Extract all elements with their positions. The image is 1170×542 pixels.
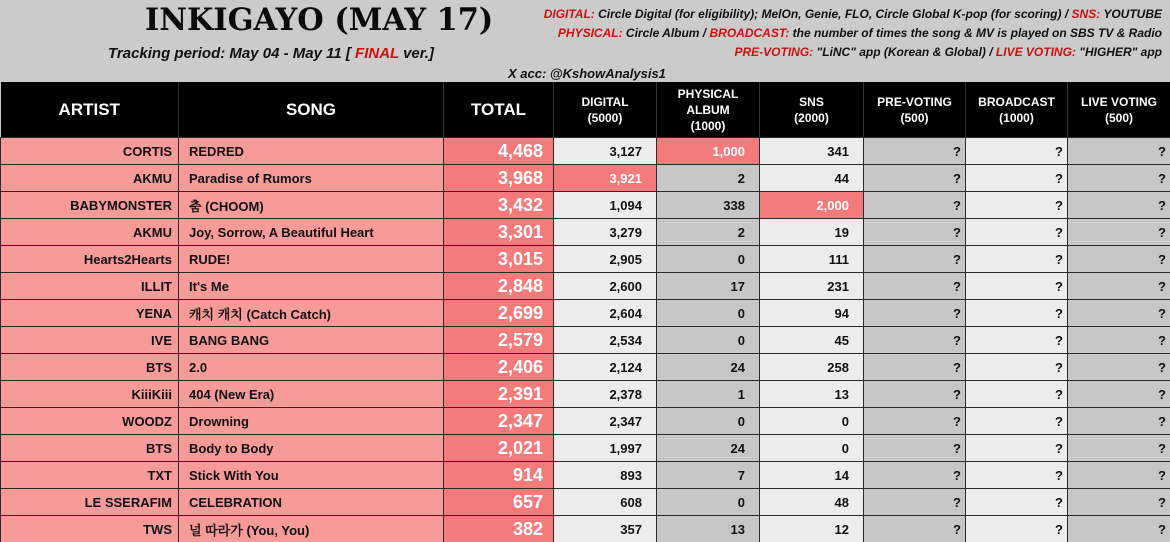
cell-song: Joy, Sorrow, A Beautiful Heart <box>179 219 444 246</box>
legend-line-1 <box>544 7 1162 21</box>
tracking-prefix: Tracking period: May 04 - May 11 [ <box>108 45 351 62</box>
cell-artist: LE SSERAFIM <box>1 489 179 516</box>
cell-livevoting: ? <box>1068 489 1170 516</box>
cell-prevoting: ? <box>864 219 966 246</box>
cell-digital: 893 <box>554 462 657 489</box>
cell-physical: 17 <box>657 273 760 300</box>
col-header-livevoting-label: LIVE VOTING <box>1068 94 1170 110</box>
table-row <box>1 516 1170 542</box>
tracking-period <box>108 45 434 62</box>
cell-prevoting: ? <box>864 489 966 516</box>
cell-digital: 2,604 <box>554 300 657 327</box>
cell-prevoting: ? <box>864 273 966 300</box>
cell-artist: CORTIS <box>1 138 179 165</box>
cell-broadcast: ? <box>966 354 1068 381</box>
cell-physical: 24 <box>657 435 760 462</box>
x-account: X acc: @KshowAnalysis1 <box>508 66 666 81</box>
cell-total: 3,301 <box>444 219 554 246</box>
cell-sns: 111 <box>760 246 864 273</box>
legend-physical-key: PHYSICAL: <box>558 26 623 40</box>
cell-artist: TXT <box>1 462 179 489</box>
col-header-broadcast <box>966 82 1068 138</box>
cell-prevoting: ? <box>864 435 966 462</box>
legend-broadcast-text: the number of times the song & MV is played on SBS TV & Radio <box>793 26 1162 40</box>
table-row <box>1 219 1170 246</box>
cell-song: RUDE! <box>179 246 444 273</box>
cell-livevoting: ? <box>1068 516 1170 542</box>
cell-prevoting: ? <box>864 516 966 542</box>
table-row <box>1 489 1170 516</box>
cell-song: It's Me <box>179 273 444 300</box>
cell-livevoting: ? <box>1068 165 1170 192</box>
cell-broadcast: ? <box>966 300 1068 327</box>
col-header-total: TOTAL <box>444 82 554 138</box>
table-row <box>1 327 1170 354</box>
legend-prevoting-text: "LiNC" app (Korean & Global) / <box>817 45 993 59</box>
tracking-suffix: ver.] <box>403 45 434 62</box>
legend-livevoting-text: "HIGHER" app <box>1079 45 1162 59</box>
cell-song: BANG BANG <box>179 327 444 354</box>
table-body <box>1 138 1170 542</box>
cell-total: 2,579 <box>444 327 554 354</box>
cell-livevoting: ? <box>1068 219 1170 246</box>
cell-sns: 14 <box>760 462 864 489</box>
cell-song: Paradise of Rumors <box>179 165 444 192</box>
cell-total: 3,432 <box>444 192 554 219</box>
col-header-digital-max: (5000) <box>554 110 656 126</box>
table-row <box>1 354 1170 381</box>
cell-physical: 1,000 <box>657 138 760 165</box>
col-header-prevoting <box>864 82 966 138</box>
cell-artist: BTS <box>1 435 179 462</box>
col-header-physical-label: PHYSICAL <box>657 86 759 102</box>
cell-physical: 0 <box>657 327 760 354</box>
cell-sns: 12 <box>760 516 864 542</box>
cell-physical: 2 <box>657 219 760 246</box>
cell-total: 382 <box>444 516 554 542</box>
cell-artist: BABYMONSTER <box>1 192 179 219</box>
col-header-song: SONG <box>179 82 444 138</box>
col-header-physical-label2: ALBUM <box>657 102 759 118</box>
cell-artist: YENA <box>1 300 179 327</box>
cell-broadcast: ? <box>966 273 1068 300</box>
col-header-sns-label: SNS <box>760 94 863 110</box>
cell-digital: 3,279 <box>554 219 657 246</box>
cell-sns: 45 <box>760 327 864 354</box>
cell-artist: AKMU <box>1 165 179 192</box>
cell-physical: 24 <box>657 354 760 381</box>
cell-physical: 0 <box>657 300 760 327</box>
cell-livevoting: ? <box>1068 246 1170 273</box>
cell-broadcast: ? <box>966 246 1068 273</box>
cell-livevoting: ? <box>1068 300 1170 327</box>
cell-prevoting: ? <box>864 138 966 165</box>
cell-prevoting: ? <box>864 165 966 192</box>
cell-broadcast: ? <box>966 165 1068 192</box>
legend-sns-key: SNS: <box>1072 7 1101 21</box>
cell-digital: 2,124 <box>554 354 657 381</box>
cell-sns: 44 <box>760 165 864 192</box>
cell-artist: IVE <box>1 327 179 354</box>
cell-livevoting: ? <box>1068 354 1170 381</box>
cell-broadcast: ? <box>966 462 1068 489</box>
cell-total: 3,968 <box>444 165 554 192</box>
cell-song: CELEBRATION <box>179 489 444 516</box>
cell-sns: 0 <box>760 435 864 462</box>
cell-total: 2,406 <box>444 354 554 381</box>
page-title: INKIGAYO (MAY 17) <box>145 2 493 38</box>
cell-livevoting: ? <box>1068 273 1170 300</box>
legend-digital-key: DIGITAL: <box>544 7 595 21</box>
cell-prevoting: ? <box>864 327 966 354</box>
cell-digital: 608 <box>554 489 657 516</box>
cell-broadcast: ? <box>966 219 1068 246</box>
cell-sns: 19 <box>760 219 864 246</box>
cell-livevoting: ? <box>1068 381 1170 408</box>
cell-prevoting: ? <box>864 300 966 327</box>
col-header-prevoting-max: (500) <box>864 110 965 126</box>
cell-total: 4,468 <box>444 138 554 165</box>
cell-livevoting: ? <box>1068 192 1170 219</box>
cell-digital: 1,094 <box>554 192 657 219</box>
cell-prevoting: ? <box>864 381 966 408</box>
cell-digital: 3,921 <box>554 165 657 192</box>
cell-broadcast: ? <box>966 192 1068 219</box>
legend-digital-text: Circle Digital (for eligibility); MelOn, Genie, FLO, Circle Global K-pop (for scoring) / <box>598 7 1068 21</box>
cell-digital: 2,534 <box>554 327 657 354</box>
table-row <box>1 435 1170 462</box>
cell-sns: 94 <box>760 300 864 327</box>
cell-total: 657 <box>444 489 554 516</box>
table-row <box>1 462 1170 489</box>
cell-physical: 7 <box>657 462 760 489</box>
cell-artist: BTS <box>1 354 179 381</box>
legend-line-3 <box>735 45 1163 59</box>
cell-total: 914 <box>444 462 554 489</box>
cell-song: 404 (New Era) <box>179 381 444 408</box>
cell-prevoting: ? <box>864 408 966 435</box>
cell-broadcast: ? <box>966 327 1068 354</box>
cell-artist: WOODZ <box>1 408 179 435</box>
cell-song: 캐치 캐치 (Catch Catch) <box>179 300 444 327</box>
cell-physical: 0 <box>657 408 760 435</box>
cell-total: 2,347 <box>444 408 554 435</box>
legend-broadcast-key: BROADCAST: <box>710 26 790 40</box>
cell-digital: 2,600 <box>554 273 657 300</box>
cell-artist: Hearts2Hearts <box>1 246 179 273</box>
cell-sns: 2,000 <box>760 192 864 219</box>
col-header-digital-label: DIGITAL <box>554 94 656 110</box>
cell-digital: 2,378 <box>554 381 657 408</box>
cell-song: Stick With You <box>179 462 444 489</box>
cell-total: 3,015 <box>444 246 554 273</box>
cell-total: 2,021 <box>444 435 554 462</box>
cell-artist: KiiiKiii <box>1 381 179 408</box>
cell-broadcast: ? <box>966 138 1068 165</box>
cell-sns: 258 <box>760 354 864 381</box>
cell-sns: 341 <box>760 138 864 165</box>
tracking-final: FINAL <box>355 45 399 62</box>
cell-total: 2,848 <box>444 273 554 300</box>
col-header-broadcast-label: BROADCAST <box>966 94 1067 110</box>
legend-prevoting-key: PRE-VOTING: <box>735 45 814 59</box>
cell-total: 2,391 <box>444 381 554 408</box>
cell-prevoting: ? <box>864 354 966 381</box>
cell-digital: 2,905 <box>554 246 657 273</box>
col-header-physical-max: (1000) <box>657 118 759 134</box>
col-header-broadcast-max: (1000) <box>966 110 1067 126</box>
cell-sns: 0 <box>760 408 864 435</box>
table-row <box>1 273 1170 300</box>
table-row <box>1 408 1170 435</box>
cell-song: Drowning <box>179 408 444 435</box>
cell-digital: 1,997 <box>554 435 657 462</box>
col-header-digital <box>554 82 657 138</box>
cell-digital: 2,347 <box>554 408 657 435</box>
cell-livevoting: ? <box>1068 408 1170 435</box>
legend-line-2 <box>558 26 1162 40</box>
cell-physical: 1 <box>657 381 760 408</box>
cell-artist: AKMU <box>1 219 179 246</box>
cell-broadcast: ? <box>966 381 1068 408</box>
cell-broadcast: ? <box>966 408 1068 435</box>
col-header-artist: ARTIST <box>1 82 179 138</box>
table-row <box>1 165 1170 192</box>
table-row <box>1 192 1170 219</box>
table-row <box>1 246 1170 273</box>
cell-song: 널 따라가 (You, You) <box>179 516 444 542</box>
cell-prevoting: ? <box>864 462 966 489</box>
cell-song: Body to Body <box>179 435 444 462</box>
table-row <box>1 138 1170 165</box>
cell-physical: 0 <box>657 246 760 273</box>
table-row <box>1 381 1170 408</box>
table-row <box>1 300 1170 327</box>
table-header-row <box>1 82 1170 138</box>
cell-livevoting: ? <box>1068 435 1170 462</box>
col-header-prevoting-label: PRE-VOTING <box>864 94 965 110</box>
cell-sns: 13 <box>760 381 864 408</box>
cell-livevoting: ? <box>1068 462 1170 489</box>
cell-broadcast: ? <box>966 435 1068 462</box>
cell-physical: 0 <box>657 489 760 516</box>
cell-livevoting: ? <box>1068 138 1170 165</box>
cell-song: 춤 (CHOOM) <box>179 192 444 219</box>
cell-digital: 3,127 <box>554 138 657 165</box>
legend-physical-text: Circle Album / <box>626 26 706 40</box>
col-header-livevoting <box>1068 82 1170 138</box>
cell-prevoting: ? <box>864 246 966 273</box>
legend-sns-text: YOUTUBE <box>1103 7 1162 21</box>
col-header-sns-max: (2000) <box>760 110 863 126</box>
cell-total: 2,699 <box>444 300 554 327</box>
cell-sns: 48 <box>760 489 864 516</box>
cell-physical: 338 <box>657 192 760 219</box>
cell-physical: 2 <box>657 165 760 192</box>
cell-broadcast: ? <box>966 516 1068 542</box>
col-header-physical <box>657 82 760 138</box>
cell-livevoting: ? <box>1068 327 1170 354</box>
cell-song: REDRED <box>179 138 444 165</box>
header <box>0 0 1170 82</box>
score-table <box>0 82 1170 542</box>
cell-artist: ILLIT <box>1 273 179 300</box>
col-header-livevoting-max: (500) <box>1068 110 1170 126</box>
cell-broadcast: ? <box>966 489 1068 516</box>
cell-prevoting: ? <box>864 192 966 219</box>
col-header-sns <box>760 82 864 138</box>
cell-digital: 357 <box>554 516 657 542</box>
cell-physical: 13 <box>657 516 760 542</box>
cell-song: 2.0 <box>179 354 444 381</box>
cell-sns: 231 <box>760 273 864 300</box>
cell-artist: TWS <box>1 516 179 542</box>
legend-livevoting-key: LIVE VOTING: <box>996 45 1076 59</box>
